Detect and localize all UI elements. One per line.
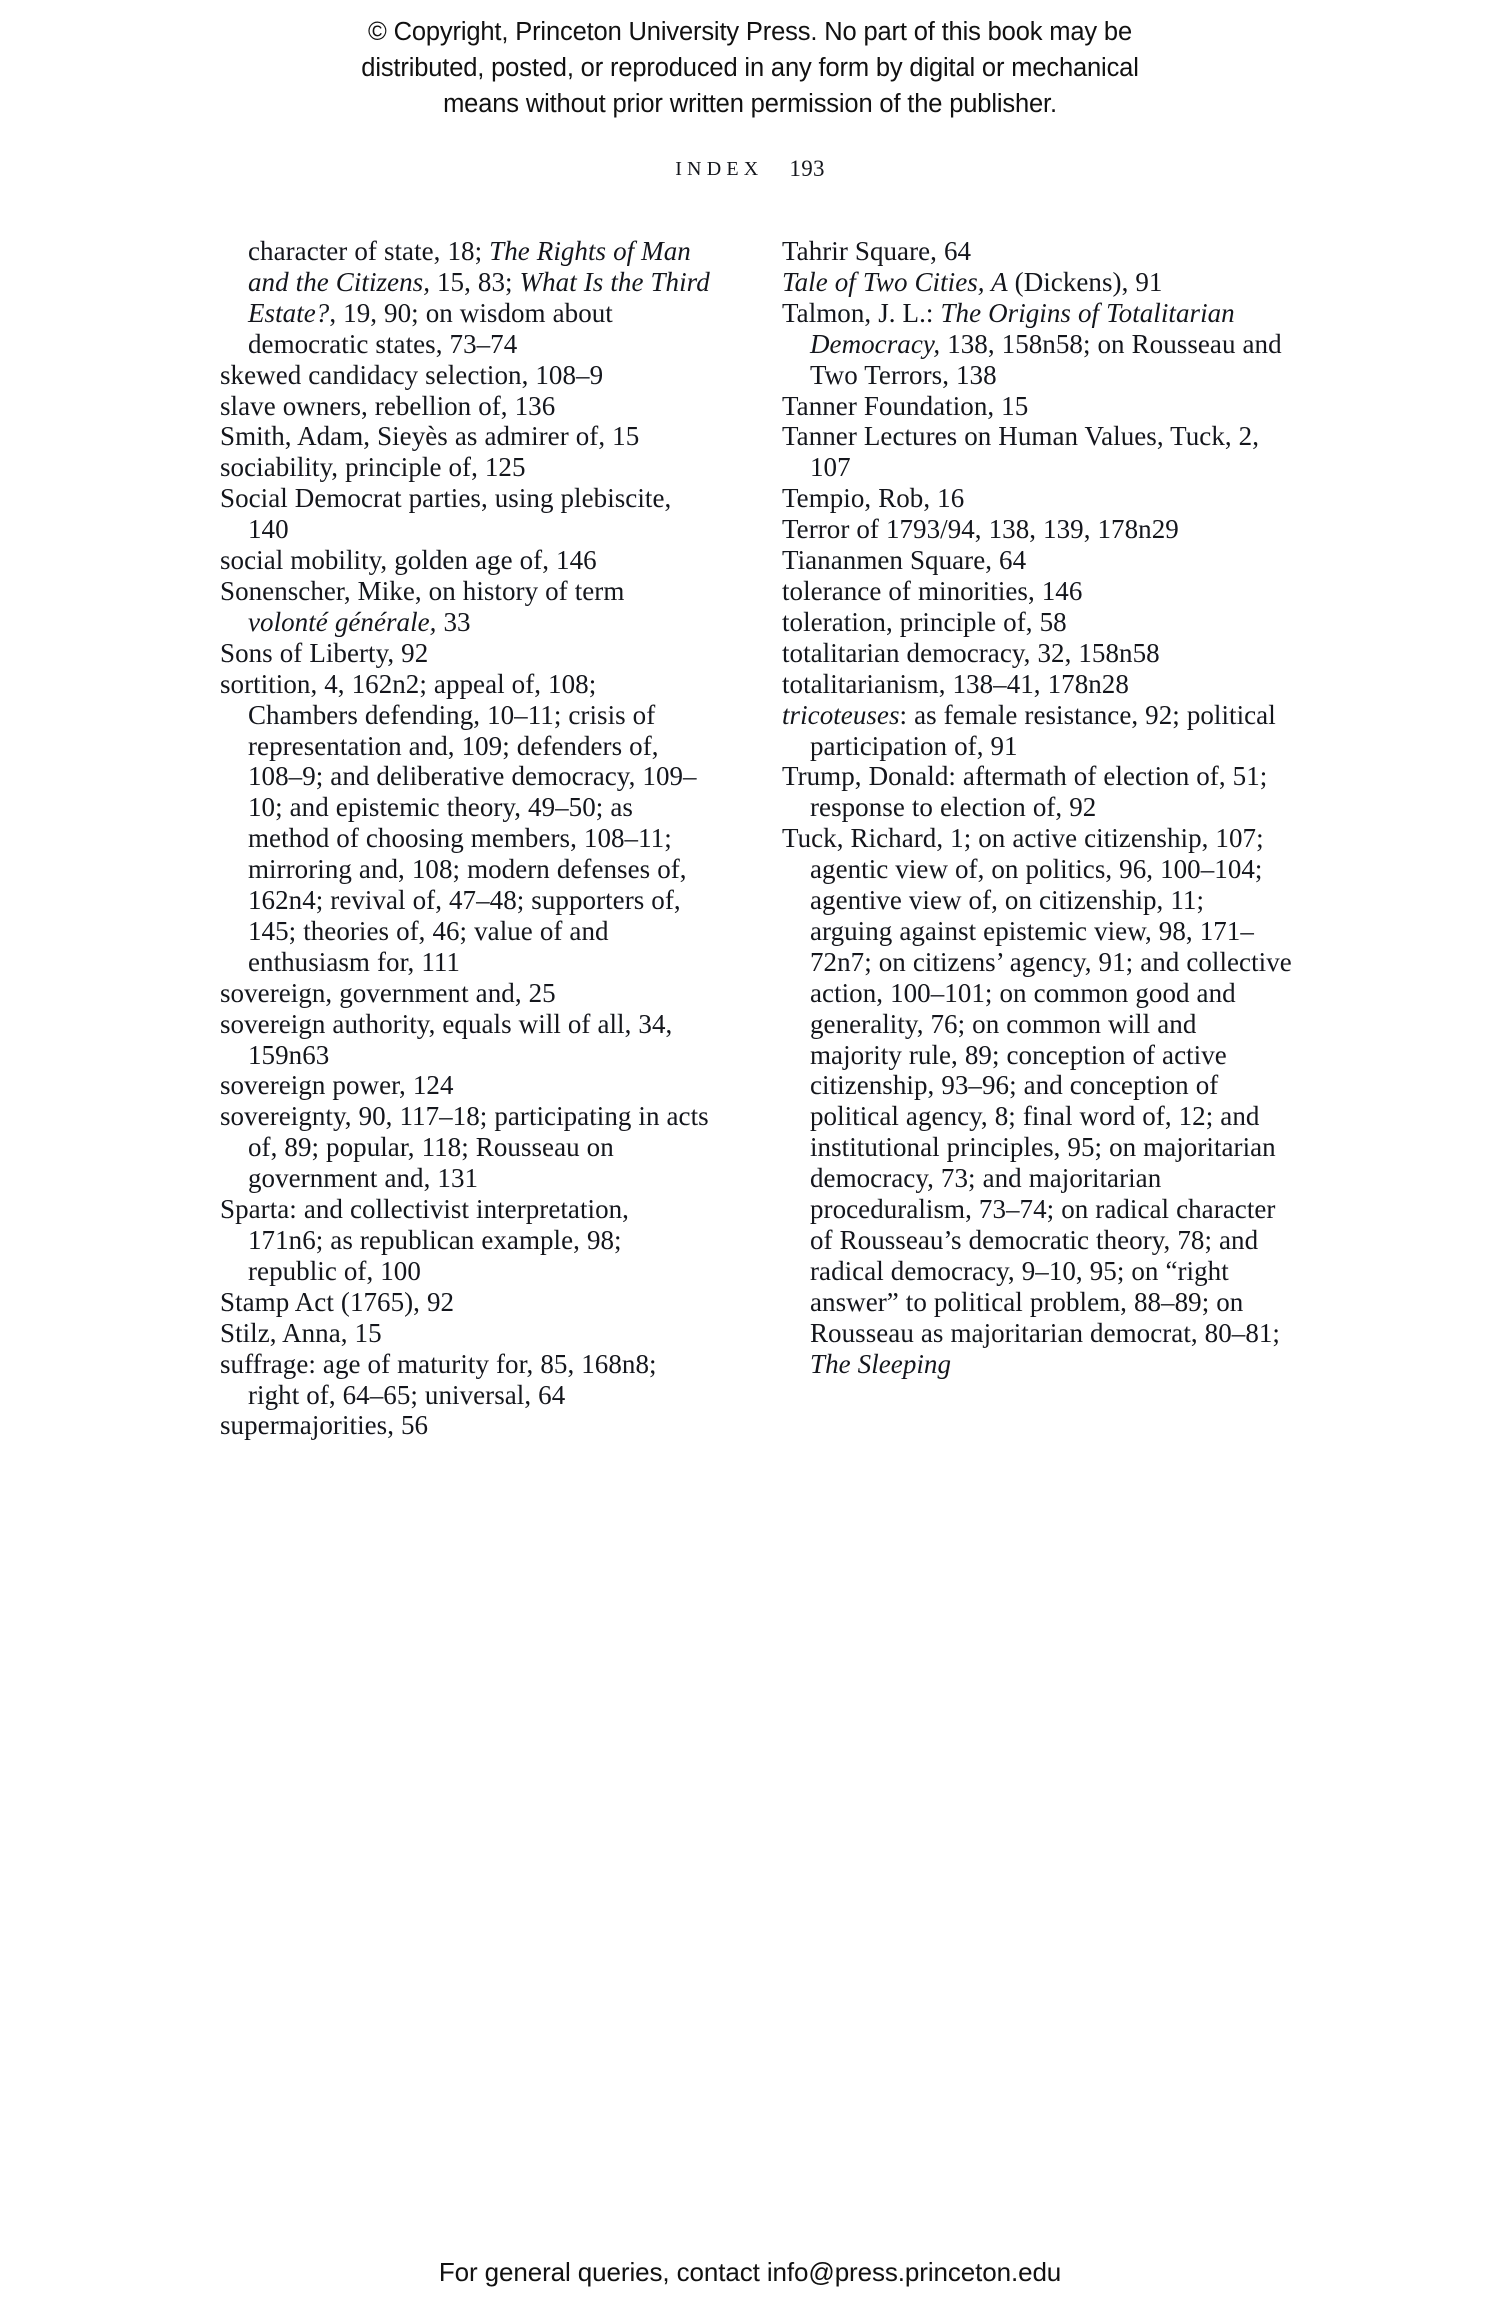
index-entry-sociability: sociability, principle of, 125 bbox=[220, 452, 526, 483]
page-number: 193 bbox=[789, 156, 825, 181]
footer-query-text: For general queries, contact info@press.princeton.edu bbox=[438, 2257, 1062, 2287]
index-entry-tahrir-square: Tahrir Square, 64 bbox=[782, 236, 972, 266]
index-entry-sovereignty: sovereignty, 90, 117–18; participating in acts of, 89; popular, 118; Rousseau on government and, 131 bbox=[220, 1101, 709, 1194]
index-entry-skewed-candidacy-selection: skewed candidacy selection, 108–9 bbox=[220, 359, 604, 390]
index-entry-totalitarianism: totalitarianism, 138–41, 178n28 bbox=[782, 668, 1129, 699]
running-head-label: INDEX bbox=[675, 158, 764, 180]
index-column-left bbox=[220, 236, 710, 1441]
index-body bbox=[0, 236, 1500, 2066]
index-entry-smith-adam: Smith, Adam, Sieyès as admirer of, 15 bbox=[220, 421, 640, 452]
index-entry-talmon-jl: Talmon, J. L.: The Origins of Totalitarian Democracy, 138, 158n58; on Rousseau and Two Terrors, 138 bbox=[782, 297, 1282, 390]
index-entry-suffrage: suffrage: age of maturity for, 85, 168n8; right of, 64–65; universal, 64 bbox=[220, 1348, 657, 1410]
index-entry-sons-of-liberty: Sons of Liberty, 92 bbox=[220, 637, 429, 668]
index-entry-tempio-rob: Tempio, Rob, 16 bbox=[782, 483, 965, 514]
index-entry-terror-of-1793-94: Terror of 1793/94, 138, 139, 178n29 bbox=[782, 514, 1179, 545]
index-entry-tale-of-two-cities: Tale of Two Cities, A (Dickens), 91 bbox=[782, 266, 1163, 297]
index-entry-sovereign-power: sovereign power, 124 bbox=[220, 1070, 454, 1101]
copyright-notice-line-1: © Copyright, Princeton University Press. No part of this book may be bbox=[368, 18, 1132, 46]
index-column-right bbox=[782, 236, 1292, 1380]
index-entry-sovereign: sovereign, government and, 25 bbox=[220, 977, 556, 1008]
index-entry-sovereign-authority: sovereign authority, equals will of all, 34, 159n63 bbox=[220, 1008, 673, 1070]
index-entry-totalitarian-democracy: totalitarian democracy, 32, 158n58 bbox=[782, 637, 1160, 668]
index-entry-tuck-richard: Tuck, Richard, 1; on active citizenship, 107; agentic view of, on politics, 96, 100–104; agentive view of, on citizenship, 11; arguing against epistemic view, 98, 171–72n7; on citizens’ agency, 91; and collective action, 100–101; on common good and generality, 76; on common will and majority rule, 89; conception of active citizenship, 93–96; and conception of political agency, 8; final word of, 12; and institutional principles, 95; on majoritarian democracy, 73; and majoritarian proceduralism, 73–74; on radical character of Rousseau’s democratic theory, 78; and radical democracy, 9–10, 95; on “right answer” to political problem, 88–89; on Rousseau as majoritarian democrat, 80–81; The Sleeping bbox=[782, 823, 1292, 1379]
index-entry-social-mobility: social mobility, golden age of, 146 bbox=[220, 545, 597, 576]
index-entry-tolerance-of-minorities: tolerance of minorities, 146 bbox=[782, 575, 1083, 606]
index-entry-sonenscher-mike: Sonenscher, Mike, on history of term volonté générale, 33 bbox=[220, 575, 625, 637]
copyright-notice-line-2: distributed, posted, or reproduced in any form by digital or mechanical bbox=[361, 54, 1139, 82]
index-entry-trump-donald: Trump, Donald: aftermath of election of, 51; response to election of, 92 bbox=[782, 761, 1268, 823]
index-entry-supermajorities: supermajorities, 56 bbox=[220, 1410, 429, 1441]
index-entry-sparta: Sparta: and collectivist interpretation, 171n6; as republican example, 98; republic of, 100 bbox=[220, 1194, 629, 1286]
index-entry-tanner-lectures: Tanner Lectures on Human Values, Tuck, 2, 107 bbox=[782, 421, 1260, 483]
index-entry-stilz-anna: Stilz, Anna, 15 bbox=[220, 1317, 382, 1348]
page-footer bbox=[0, 2257, 1500, 2288]
copyright-notice-line-3: means without prior written permission of the publisher. bbox=[443, 90, 1057, 118]
index-entry-stamp-act: Stamp Act (1765), 92 bbox=[220, 1286, 455, 1317]
index-entry-slave-owners: slave owners, rebellion of, 136 bbox=[220, 390, 556, 421]
index-entry-toleration: toleration, principle of, 58 bbox=[782, 606, 1067, 637]
copyright-notice bbox=[0, 14, 1500, 122]
index-entry-social-democrat-parties: Social Democrat parties, using plebiscite, 140 bbox=[220, 483, 672, 545]
index-entry-sortition: sortition, 4, 162n2; appeal of, 108; Chambers defending, 10–11; crisis of representation and, 109; defenders of, 108–9; and deliberative democracy, 109–10; and epistemic theory, 49–50; as method of choosing members, 108–11; mirroring and, 108; modern defenses of, 162n4; revival of, 47–48; supporters of, 145; theories of, 46; value of and enthusiasm for, 111 bbox=[220, 668, 697, 977]
index-entry-tanner-foundation: Tanner Foundation, 15 bbox=[782, 390, 1029, 421]
index-entry-tiananmen-square: Tiananmen Square, 64 bbox=[782, 545, 1027, 576]
index-entry-tricoteuses: tricoteuses: as female resistance, 92; political participation of, 91 bbox=[782, 699, 1276, 761]
running-head bbox=[0, 155, 1500, 181]
index-entry-sieyes-continuation: character of state, 18; The Rights of Man and the Citizens, 15, 83; What Is the Third Estate?, 19, 90; on wisdom about democratic states, 73–74 bbox=[248, 236, 710, 359]
